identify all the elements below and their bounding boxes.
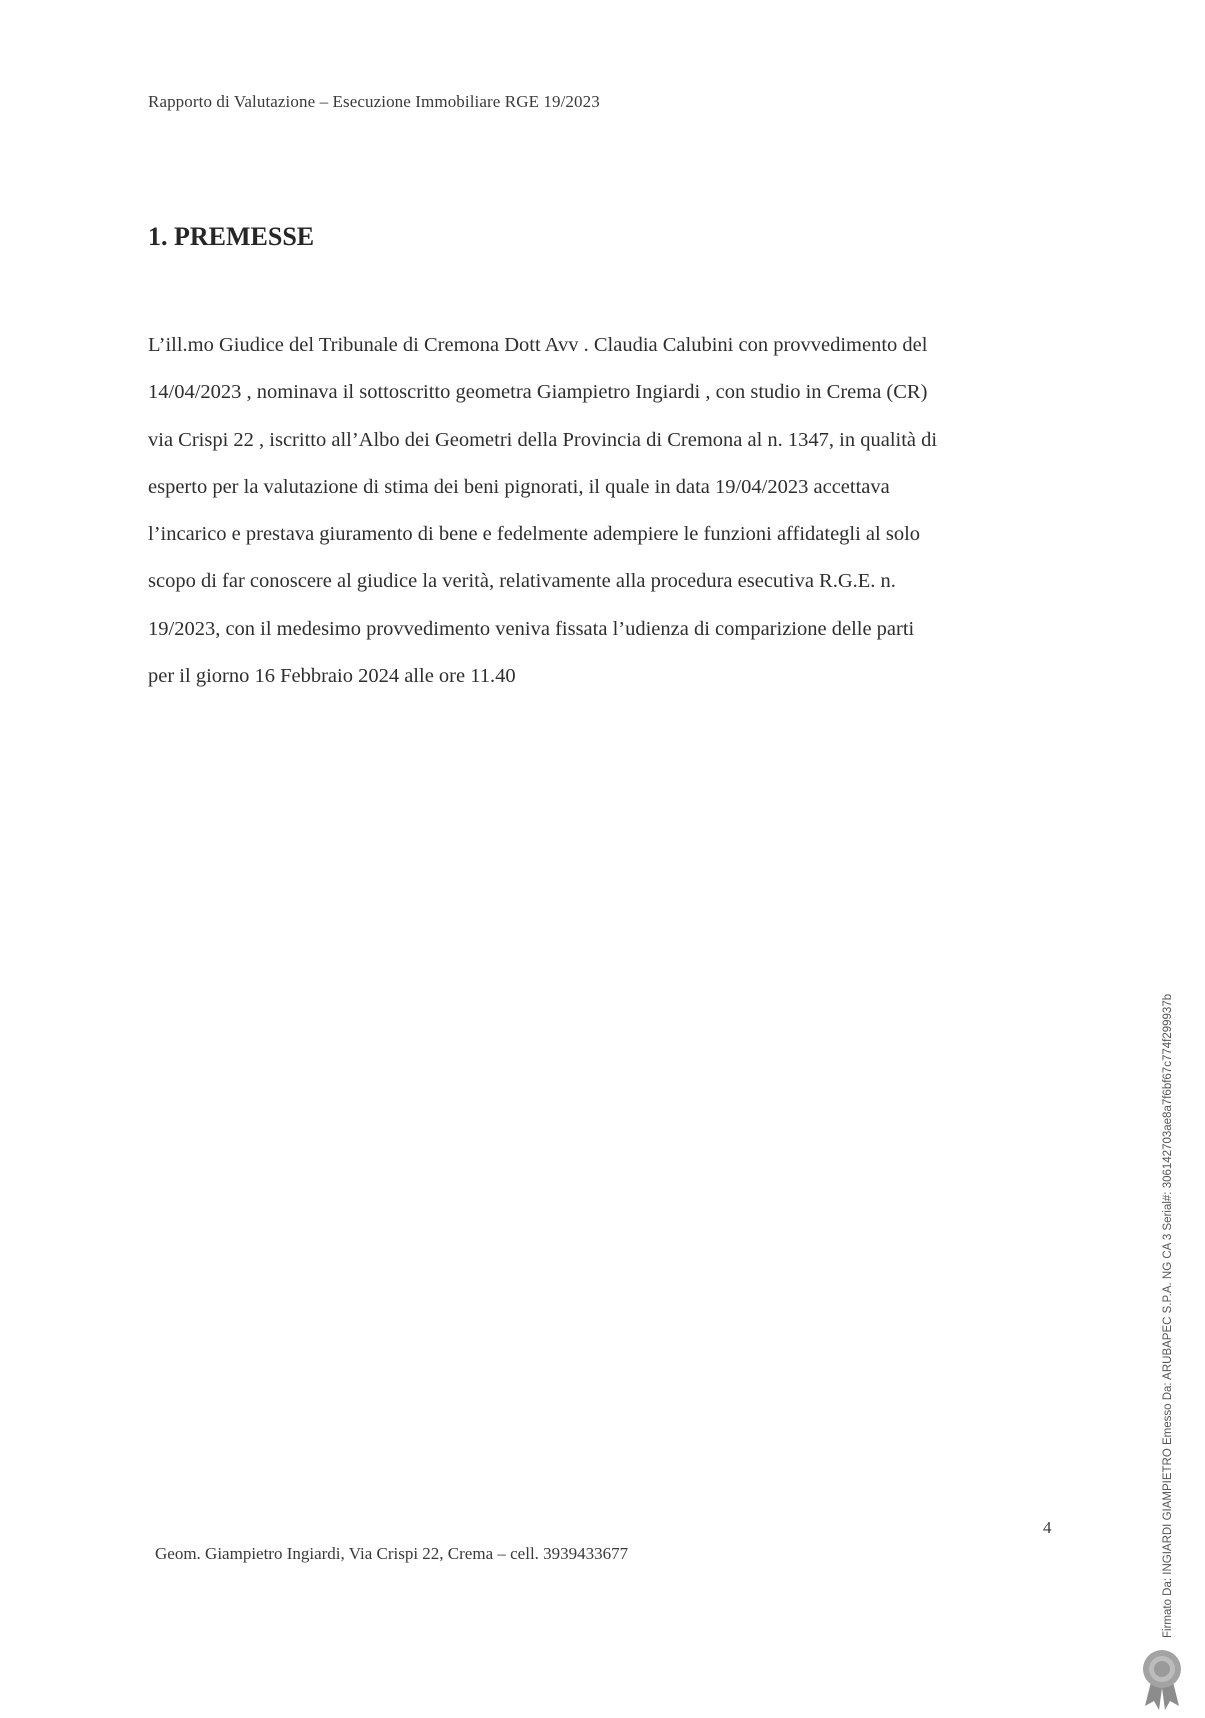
- paragraph-line: 14/04/2023 , nominava il sottoscritto geometra Giampietro Ingiardi , con studio in Crema (CR): [148, 381, 928, 404]
- paragraph-line: l’incarico e prestava giuramento di bene e fedelmente adempiere le funzioni affidategli al solo: [148, 523, 921, 546]
- paragraph-line: 19/2023, con il medesimo provvedimento veniva fissata l’udienza di comparizione delle parti: [148, 617, 915, 640]
- page-number: 4: [1043, 1518, 1052, 1537]
- page-footer: Geom. Giampietro Ingiardi, Via Crispi 22, Crema – cell. 3939433677: [155, 1544, 629, 1563]
- paragraph-line: L’ill.mo Giudice del Tribunale di Cremona Dott Avv . Claudia Calubini con provvedimento del: [148, 334, 928, 356]
- paragraph-line: via Crispi 22 , iscritto all’Albo dei Geometri della Provincia di Cremona al n. 1347, in qualità di: [148, 428, 938, 451]
- digital-signature-text: Firmato Da: INGIARDI GIAMPIETRO Emesso Da: ARUBAPEC S.P.A. NG CA 3 Serial#: 306142703ae8a7f6bf67c774f299937b: [1162, 993, 1174, 1638]
- page-header: Rapporto di Valutazione – Esecuzione Immobiliare RGE 19/2023: [148, 92, 600, 111]
- section-title: 1. PREMESSE: [148, 222, 315, 251]
- signature-seal-icon: [1137, 1648, 1187, 1712]
- body-paragraph: [148, 322, 1068, 700]
- paragraph-line: esperto per la valutazione di stima dei beni pignorati, il quale in data 19/04/2023 accettava: [148, 475, 890, 498]
- paragraph-line: scopo di far conoscere al giudice la verità, relativamente alla procedura esecutiva R.G.E. n.: [148, 570, 896, 593]
- paragraph-line: per il giorno 16 Febbraio 2024 alle ore 11.40: [148, 665, 516, 688]
